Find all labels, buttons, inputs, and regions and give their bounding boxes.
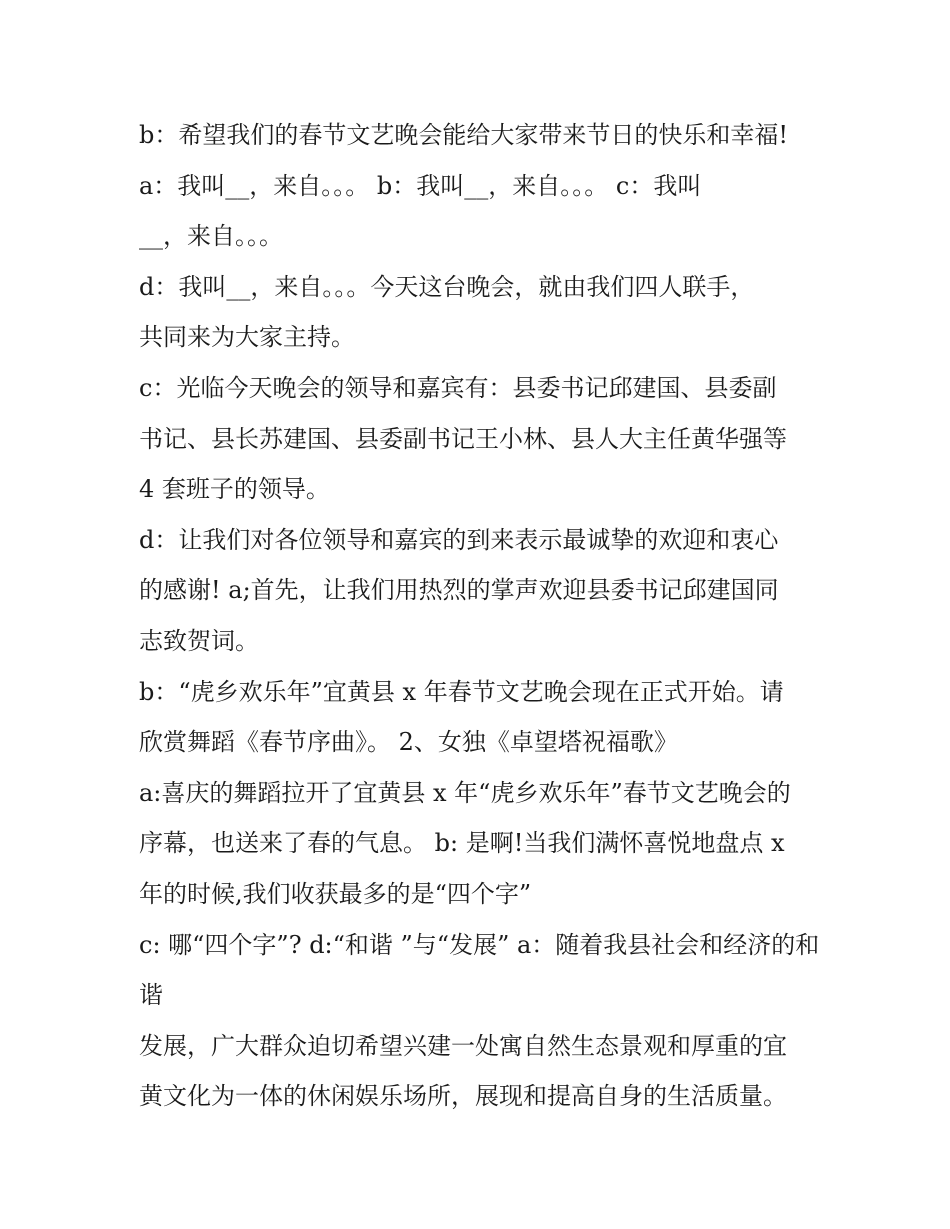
text-line-10: 的感谢! a;首先，让我们用热烈的掌声欢迎县委书记邱建国同 [139,576,779,605]
text-line-9: d：让我们对各位领导和嘉宾的到来表示最诚挚的欢迎和衷心 [139,525,779,554]
text-line-4: d：我叫__，来自。。。今天这台晚会，就由我们四人联手， [139,272,755,301]
text-line-18: 谐 [139,981,163,1010]
text-line-3: __，来自。。。 [139,222,283,251]
text-line-2: a：我叫__，来自。。。 b：我叫__，来自。。。 c：我叫 [139,171,702,200]
text-line-17: c: 哪“四个字”? d:“和谐 ”与“发展” a：随着我县社会和经济的和 [139,930,820,959]
text-line-19: 发展，广大群众迫切希望兴建一处寓自然生态景观和厚重的宜 [139,1031,787,1060]
text-line-16: 年的时候,我们收获最多的是“四个字” [139,879,532,908]
text-line-1: b：希望我们的春节文艺晚会能给大家带来节日的快乐和幸福! [139,121,789,149]
text-line-8: 4 套班子的领导。 [139,475,330,504]
document-body [139,110,829,1122]
text-line-6: c：光临今天晚会的领导和嘉宾有：县委书记邱建国、县委副 [139,373,777,402]
text-line-14: a:喜庆的舞蹈拉开了宜黄县 x 年“虎乡欢乐年”春节文艺晚会的 [139,778,791,807]
text-line-20: 黄文化为一体的休闲娱乐场所，展现和提高自身的生活质量。 [139,1082,787,1111]
text-line-15: 序幕，也送来了春的气息。 b: 是啊!当我们满怀喜悦地盘点 x [139,829,785,858]
text-line-5: 共同来为大家主持。 [139,323,355,352]
text-line-12: b：“虎乡欢乐年”宜黄县 x 年春节文艺晚会现在正式开始。请 [139,677,784,706]
text-line-7: 书记、县长苏建国、县委副书记王小林、县人大主任黄华强等 [139,424,787,453]
text-line-13: 欣赏舞蹈《春节序曲》。 2、女独《卓望塔祝福歌》 [139,728,678,757]
text-line-11: 志致贺词。 [139,626,259,655]
